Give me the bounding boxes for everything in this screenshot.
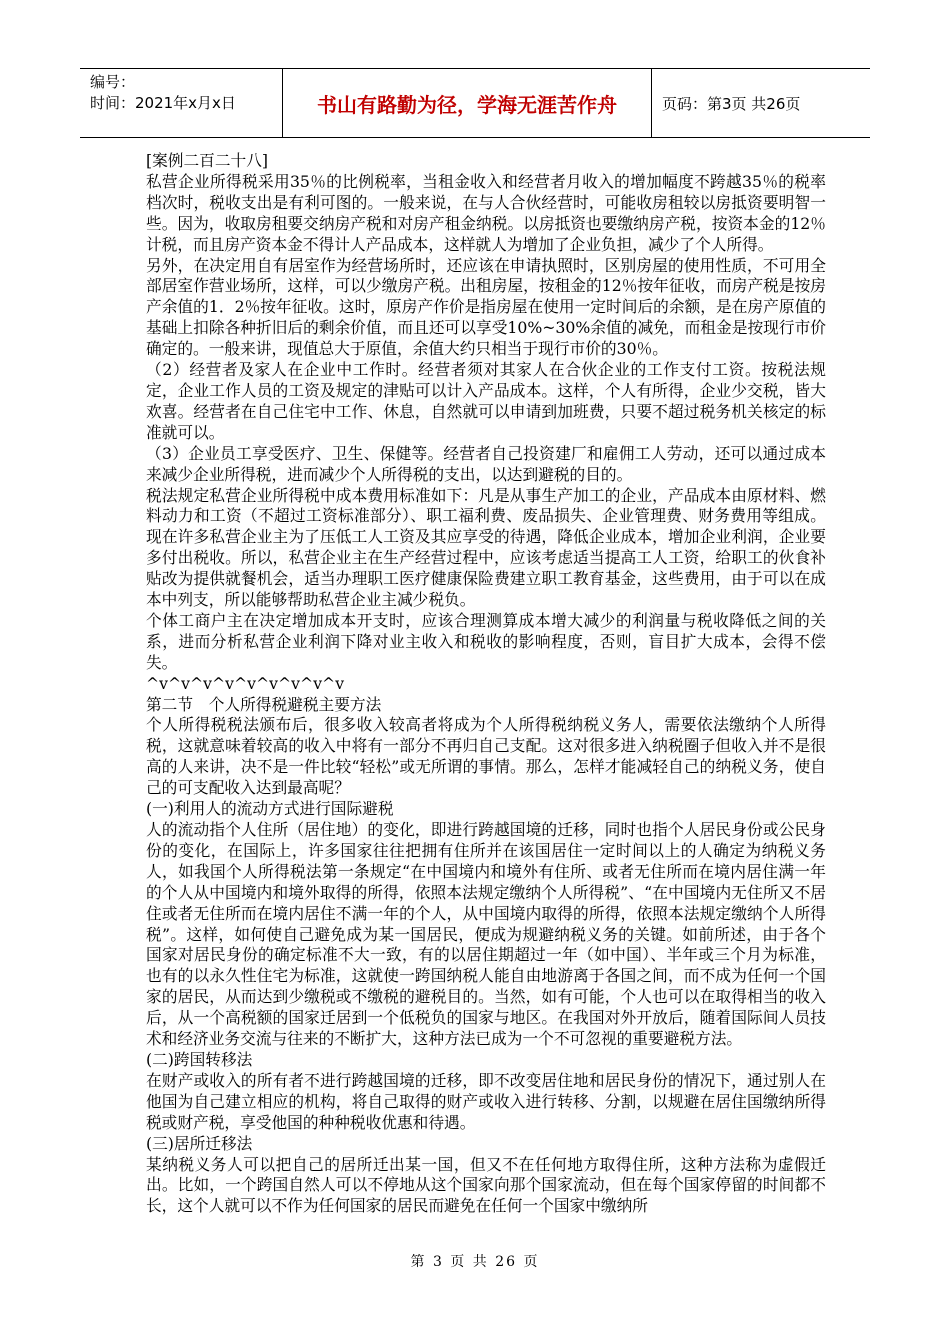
page-header	[80, 68, 870, 138]
header-page-info: 页码：第3页 共26页	[662, 94, 801, 113]
paragraph: 人的流动指个人住所（居住地）的变化，即进行跨越国境的迁移，同时也指个人居民身份或公民身份的变化，在国际上，许多国家往往把拥有住所并在该国居住一定时间以上的人确定为纳税义务人，如我国个人所得税法第一条规定“在中国境内和境外有住所、或者无住所而在境内居住满一年的个人从中国境内和境外取得的所得，依照本法规定缴纳个人所得税”、“在中国境内无住所又不居住或者无住所而在境内居住不满一年的个人，从中国境内取得的所得，依照本法规定缴纳个人所得税”。这样，如何使自己避免成为某一国居民，便成为规避纳税义务的关键。如前所述，由于各个国家对居民身份的确定标准不大一致，有的以居住期超过一年（如中国）、半年或三个月为标准，也有的以永久性住宅为标准，这就使一跨国纳税人能自由地游离于各国之间，而不成为任何一个国家的居民，从而达到少缴税或不缴税的避税目的。当然，如有可能，个人也可以在取得相当的收入后，从一个高税额的国家迁居到一个低税负的国家与地区。在我国对外开放后，随着国际间人员技术和经济业务交流与往来的不断扩大，这种方法已成为一个不可忽视的重要避税方法。	[146, 820, 826, 1049]
paragraph: [案例二百二十八]	[146, 151, 269, 170]
paragraph: （3）企业员工享受医疗、卫生、保健等。经营者自己投资建厂和雇佣工人劳动，还可以通过成本来减少企业所得税，进而减少个人所得税的支出，以达到避税的目的。	[146, 443, 826, 484]
paragraph: 另外，在决定用自有居室作为经营场所时，还应该在申请执照时，区别房屋的使用性质，不可用全部居室作营业场所，这样，可以少缴房产税。出租房屋，按租金的12％按年征收，而房产税是按房产余值的1．2％按年征收。这时，原房产作价是指房屋在使用一定时间后的余额，是在房产原值的基础上扣除各种折旧后的剩余价值，而且还可以享受10%~30%余值的减免，而租金是按现行市价确定的。一般来讲，现值总大于原值，余值大约只相当于现行市价的30％。	[146, 255, 826, 359]
paragraph: 个人所得税税法颁布后，很多收入较高者将成为个人所得税纳税义务人，需要依法缴纳个人所得税，这就意味着较高的收入中将有一部分不再归自己支配。这对很多进入纳税圈子但收入并不是很高的人来讲，决不是一件比较“轻松”或无所谓的事情。那么，怎样才能减轻自己的纳税义务，使自己的可支配收入达到最高呢？	[146, 715, 826, 798]
paragraph: (一)利用人的流动方式进行国际避税	[146, 799, 394, 819]
paragraph: 私营企业所得税采用35％的比例税率，当租金收入和经营者月收入的增加幅度不跨越35％的税率档次时，税收支出是有利可图的。一般来说，在与人合伙经营时，可能收房租较以房抵资要明智一些。因为，收取房租要交纳房产税和对房产租金纳税。以房抵资也要缴纳房产税，按资本金的12％计税，而且房产资本金不得计人产品成本，这样就人为增加了企业负担，减少了个人所得。	[146, 171, 826, 254]
header-slogan: 书山有路勤为径，学海无涯苦作舟	[282, 69, 652, 137]
document-body	[146, 151, 826, 1217]
paragraph: 税法规定私营企业所得税中成本费用标准如下：凡是从事生产加工的企业，产品成本由原材料、燃料动力和工资（不超过工资标准部分）、职工福利费、废品损失、企业管理费、财务费用等组成。现在许多私营企业主为了压低工人工资及其应享受的待遇，降低企业成本，增加企业利润，企业要多付出税收。所以，私营企业主在生产经营过程中，应该考虑适当提高工人工资，给职工的伙食补贴改为提供就餐机会，适当办理职工医疗健康保险费建立职工教育基金，这些费用，由于可以在成本中列支，所以能够帮助私营企业主减少税负。	[146, 485, 826, 610]
paragraph: 个体工商户主在决定增加成本开支时，应该合理测算成本增大减少的利润量与税收降低之间的关系，进而分析私营企业利润下降对业主收入和税收的影响程度，否则，盲目扩大成本，会得不偿失。	[146, 610, 826, 672]
header-meta	[80, 69, 282, 137]
document-number-label: 编号：	[90, 73, 136, 91]
paragraph: 在财产或收入的所有者不进行跨越国境的迁移，即不改变居住地和居民身份的情况下，通过别人在他国为自己建立相应的机构，将自己取得的财产或收入进行转移、分割，以规避在居住国缴纳所得税或财产税，享受他国的种种税收优惠和待遇。	[146, 1070, 826, 1132]
page-footer: 第 3 页 共 26 页	[410, 1254, 540, 1270]
paragraph: ^v^v^v^v^v^v^v^v^v	[146, 673, 345, 693]
document-date: 时间：2021年x月x日	[90, 94, 236, 112]
paragraph: （2）经营者及家人在企业中工作时。经营者须对其家人在合伙企业的工作支付工资。按税法规定，企业工作人员的工资及规定的津贴可以计入产品成本。这样，个人有所得，企业少交税，皆大欢喜。经营者在自己住宅中工作、休息，自然就可以申请到加班费，只要不超过税务机关核定的标准就可以。	[146, 360, 826, 442]
paragraph: 第二节 个人所得税避税主要方法	[146, 694, 382, 714]
paragraph: (二)跨国转移法	[146, 1049, 253, 1069]
paragraph: 某纳税义务人可以把自己的居所迁出某一国，但又不在任何地方取得住所，这种方法称为虚假迁出。比如，一个跨国自然人可以不停地从这个国家向那个国家流动，但在每个国家停留的时间都不长，这个人就可以不作为任何国家的居民而避免在任何一个国家中缴纳所	[146, 1154, 826, 1216]
paragraph: (三)居所迁移法	[146, 1133, 253, 1153]
